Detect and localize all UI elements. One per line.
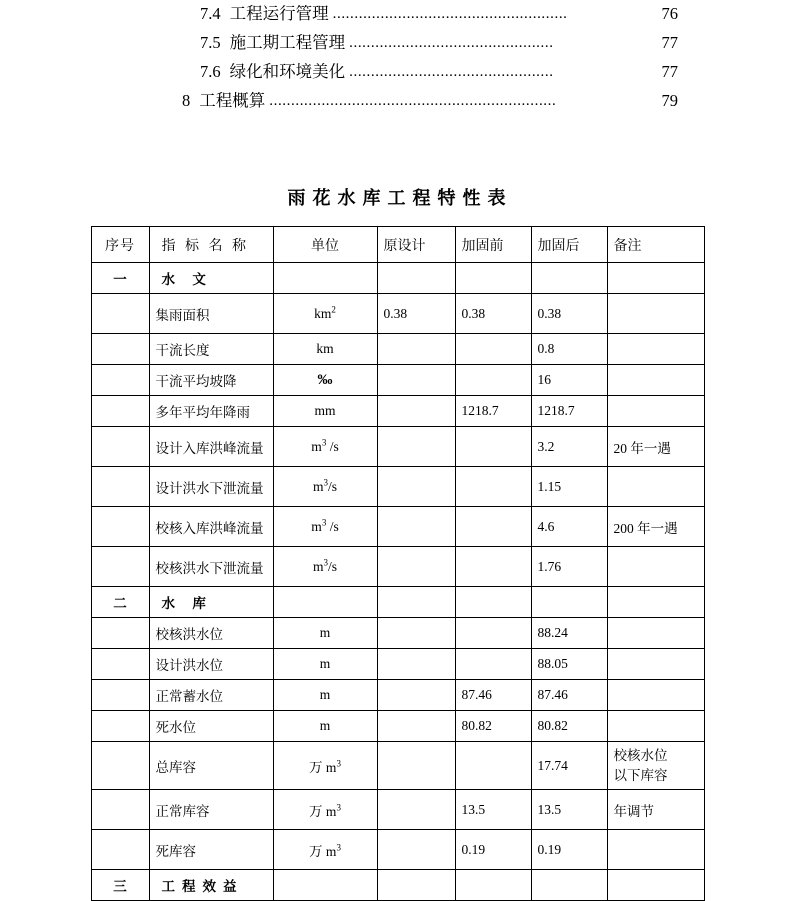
table-cell: 3.2	[531, 427, 607, 467]
table-header-cell: 加固前	[455, 227, 531, 263]
table-cell	[91, 649, 149, 680]
toc-leader-dots: ...............................................	[349, 36, 554, 51]
table-cell	[273, 263, 377, 294]
table-cell	[455, 427, 531, 467]
table-row	[91, 294, 704, 334]
table-cell: 17.74	[531, 742, 607, 790]
table-cell: 多年平均年降雨	[149, 396, 273, 427]
table-cell	[377, 365, 455, 396]
table-cell: 死水位	[149, 711, 273, 742]
toc-entry	[172, 6, 678, 23]
table-header-cell: 原设计	[377, 227, 455, 263]
table-cell	[607, 870, 704, 901]
table-cell: mm	[273, 396, 377, 427]
table-cell: 年调节	[607, 790, 704, 830]
table-cell: 工程效益	[149, 870, 273, 901]
table-row	[91, 365, 704, 396]
table-cell: 1.15	[531, 467, 607, 507]
table-cell: 设计洪水位	[149, 649, 273, 680]
table-cell	[455, 467, 531, 507]
table-cell	[455, 263, 531, 294]
table-body	[91, 227, 704, 901]
table-row	[91, 467, 704, 507]
table-cell	[91, 365, 149, 396]
table-cell	[377, 711, 455, 742]
table-cell	[607, 547, 704, 587]
table-cell: 0.38	[377, 294, 455, 334]
table-cell	[377, 680, 455, 711]
table-section-row	[91, 870, 704, 901]
table-cell	[607, 587, 704, 618]
table-cell	[607, 830, 704, 870]
toc-title: 绿化和环境美化	[229, 62, 346, 81]
table-cell	[377, 263, 455, 294]
table-cell: 死库容	[149, 830, 273, 870]
table-cell	[455, 870, 531, 901]
table-cell	[377, 547, 455, 587]
toc-page-number: 77	[661, 62, 678, 81]
table-cell	[531, 870, 607, 901]
table-row	[91, 334, 704, 365]
table-section-row	[91, 587, 704, 618]
table-cell: m	[273, 618, 377, 649]
toc-page-number: 79	[661, 91, 678, 110]
table-cell	[91, 742, 149, 790]
table-row	[91, 711, 704, 742]
toc-number: 7.6	[200, 62, 221, 81]
table-cell: 万 $m^3$	[273, 830, 377, 870]
table-row	[91, 396, 704, 427]
table-cell: 80.82	[455, 711, 531, 742]
table-cell: 1218.7	[455, 396, 531, 427]
table-cell: 二	[91, 587, 149, 618]
table-cell: $m^3/s$	[273, 547, 377, 587]
table-row	[91, 507, 704, 547]
toc-title: 工程概算	[199, 91, 266, 110]
table-caption: 雨花水库工程特性表	[287, 188, 513, 208]
table-cell: 校核洪水位	[149, 618, 273, 649]
table-cell: 87.46	[455, 680, 531, 711]
table-cell	[607, 680, 704, 711]
toc-number: 7.5	[200, 33, 221, 52]
table-cell: 87.46	[531, 680, 607, 711]
table-cell: 88.05	[531, 649, 607, 680]
table-cell	[377, 742, 455, 790]
table-cell: 校核洪水下泄流量	[149, 547, 273, 587]
table-cell: 4.6	[531, 507, 607, 547]
table-cell	[91, 680, 149, 711]
table-cell: 20 年一遇	[607, 427, 704, 467]
table-cell	[455, 649, 531, 680]
table-cell: 一	[91, 263, 149, 294]
table-cell: 200 年一遇	[607, 507, 704, 547]
table-cell	[91, 334, 149, 365]
table-cell: 80.82	[531, 711, 607, 742]
table-cell: $m^3$ /s	[273, 427, 377, 467]
table-cell	[607, 467, 704, 507]
table-header-row	[91, 227, 704, 263]
table-cell	[91, 618, 149, 649]
table-cell: 正常蓄水位	[149, 680, 273, 711]
table-cell: $km^2$	[273, 294, 377, 334]
table-cell: 0.8	[531, 334, 607, 365]
table-cell	[377, 396, 455, 427]
table-cell: 0.38	[531, 294, 607, 334]
table-cell: 总库容	[149, 742, 273, 790]
table-row	[91, 680, 704, 711]
table-cell: 1218.7	[531, 396, 607, 427]
table-cell: 0.38	[455, 294, 531, 334]
table-cell	[377, 587, 455, 618]
toc-number: 8	[182, 91, 191, 110]
table-cell: 88.24	[531, 618, 607, 649]
toc-leader-dots: ..................................................................	[269, 94, 557, 109]
table-cell	[531, 263, 607, 294]
table-cell: 设计入库洪峰流量	[149, 427, 273, 467]
table-cell	[377, 334, 455, 365]
table-header-cell: 加固后	[531, 227, 607, 263]
table-cell	[91, 294, 149, 334]
table-cell	[91, 467, 149, 507]
table-cell	[273, 870, 377, 901]
toc-leader-dots: ...............................................	[349, 65, 554, 80]
table-cell	[607, 618, 704, 649]
table-cell: 0.19	[531, 830, 607, 870]
table-of-contents	[0, 0, 794, 110]
table-row	[91, 649, 704, 680]
table-cell	[455, 365, 531, 396]
table-cell	[91, 427, 149, 467]
toc-number: 7.4	[200, 4, 221, 23]
table-cell: m	[273, 680, 377, 711]
table-row	[91, 618, 704, 649]
table-row	[91, 790, 704, 830]
table-section-row	[91, 263, 704, 294]
table-row	[91, 830, 704, 870]
table-cell	[91, 396, 149, 427]
table-cell	[607, 649, 704, 680]
spec-table-wrapper	[91, 226, 704, 901]
table-cell	[455, 507, 531, 547]
table-cell	[455, 547, 531, 587]
table-cell: 集雨面积	[149, 294, 273, 334]
table-cell: 水 库	[149, 587, 273, 618]
table-header-cell: 备注	[607, 227, 704, 263]
table-cell	[377, 507, 455, 547]
table-cell	[455, 334, 531, 365]
table-cell: 校核入库洪峰流量	[149, 507, 273, 547]
table-cell	[377, 467, 455, 507]
table-cell: 三	[91, 870, 149, 901]
table-cell	[91, 547, 149, 587]
table-row	[91, 547, 704, 587]
table-cell	[377, 790, 455, 830]
table-header-cell: 指 标 名 称	[149, 227, 273, 263]
table-cell: 16	[531, 365, 607, 396]
table-cell	[377, 870, 455, 901]
table-header-cell: 单位	[273, 227, 377, 263]
table-cell	[607, 365, 704, 396]
table-cell	[607, 711, 704, 742]
toc-page-number: 76	[661, 4, 678, 23]
table-cell	[273, 587, 377, 618]
project-characteristics-table	[91, 226, 705, 901]
table-cell: 正常库容	[149, 790, 273, 830]
table-cell	[607, 263, 704, 294]
table-cell: $m^3$ /s	[273, 507, 377, 547]
table-cell	[377, 618, 455, 649]
table-cell: 1.76	[531, 547, 607, 587]
table-cell: 设计洪水下泄流量	[149, 467, 273, 507]
table-cell	[607, 334, 704, 365]
table-cell: 干流平均坡降	[149, 365, 273, 396]
toc-entry	[172, 35, 678, 52]
toc-entry	[172, 64, 678, 81]
table-cell	[91, 790, 149, 830]
table-cell	[531, 587, 607, 618]
table-cell: 0.19	[455, 830, 531, 870]
table-cell	[91, 830, 149, 870]
table-cell: $m^3/s$	[273, 467, 377, 507]
toc-leader-dots: ......................................................	[332, 7, 568, 22]
table-cell: 13.5	[531, 790, 607, 830]
table-row	[91, 427, 704, 467]
table-cell: 万 $m^3$	[273, 742, 377, 790]
table-cell	[455, 618, 531, 649]
table-cell	[91, 711, 149, 742]
table-cell: 13.5	[455, 790, 531, 830]
table-cell: m	[273, 649, 377, 680]
table-row	[91, 742, 704, 790]
table-cell	[455, 587, 531, 618]
table-cell	[91, 507, 149, 547]
table-cell	[377, 649, 455, 680]
toc-page-number: 77	[661, 33, 678, 52]
table-cell: 校核水位 以下库容	[607, 742, 704, 790]
table-cell: m	[273, 711, 377, 742]
table-header-cell: 序号	[91, 227, 149, 263]
table-cell	[377, 427, 455, 467]
table-cell: km	[273, 334, 377, 365]
table-cell: 水 文	[149, 263, 273, 294]
table-cell: 干流长度	[149, 334, 273, 365]
toc-entry	[172, 93, 678, 110]
table-cell	[607, 396, 704, 427]
toc-title: 施工期工程管理	[229, 33, 346, 52]
table-cell	[607, 294, 704, 334]
table-cell	[455, 742, 531, 790]
table-cell: ‰	[273, 365, 377, 396]
table-cell: 万 $m^3$	[273, 790, 377, 830]
toc-title: 工程运行管理	[229, 4, 329, 23]
table-cell	[377, 830, 455, 870]
